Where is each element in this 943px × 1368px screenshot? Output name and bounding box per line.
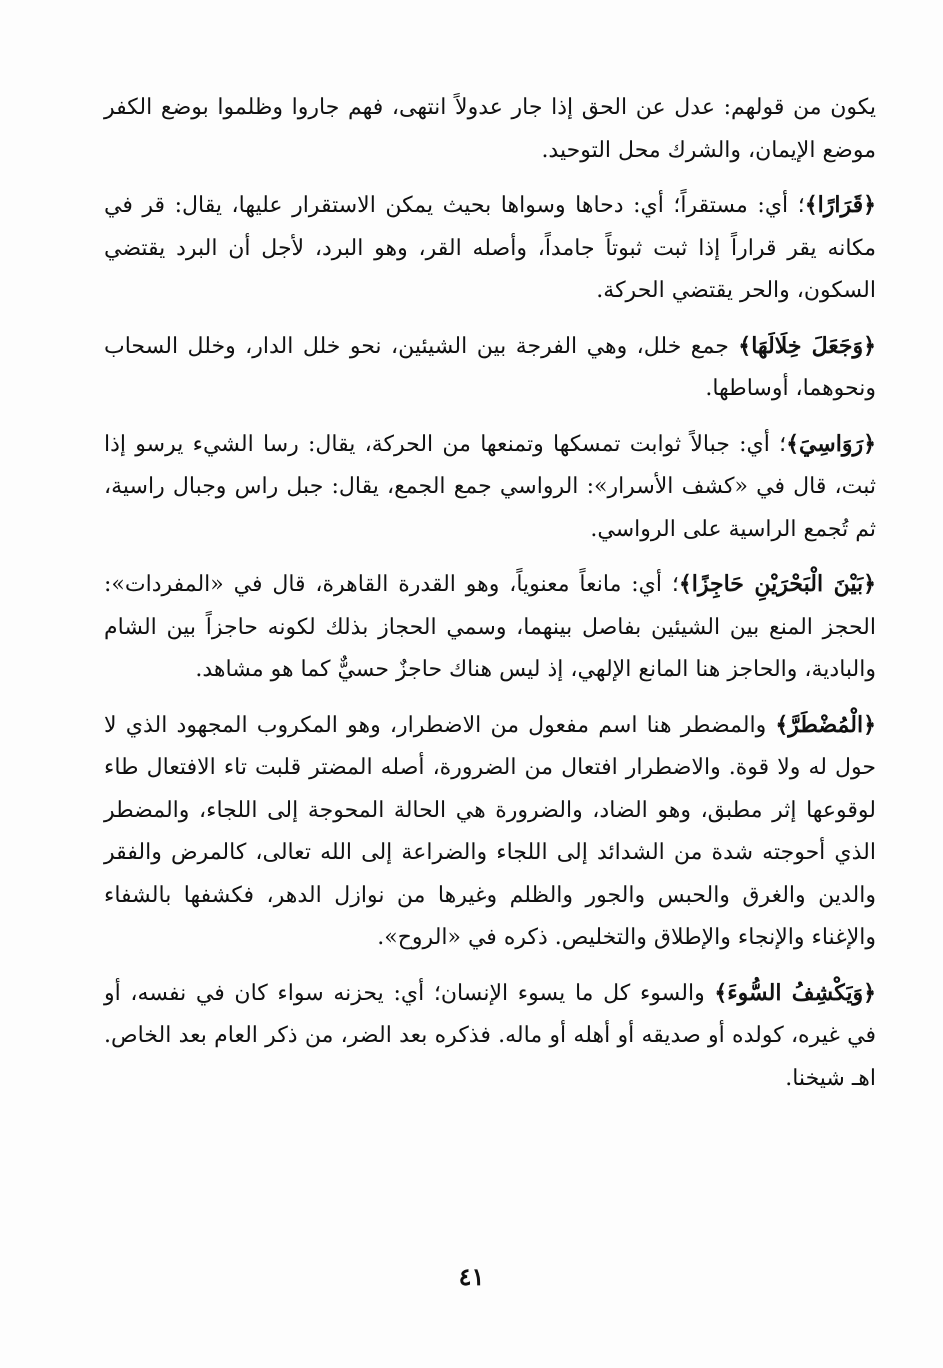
page-number: ٤١	[458, 1262, 485, 1291]
paragraph-text: ؛ أي: مستقراً؛ أي: دحاها وسواها بحيث يمكن الاستقرار عليها، يقال: قر في مكانه يقر قراراً إذا ثبت ثبوتاً جامداً، وأصله القر، وهو البرد، لأجل أن البرد يقتضي السكون، والحر يقتضي الحركة.	[104, 193, 876, 303]
quran-phrase: ﴿الْمُضْطَرَّ﴾	[775, 711, 876, 738]
paragraph-4	[104, 423, 876, 552]
paragraph-1	[104, 86, 876, 172]
paragraph-2	[104, 184, 876, 313]
paragraph-text: يكون من قولهم: عدل عن الحق إذا جار عدولاً انتهى، فهم جاروا وظلموا بوضع الكفر موضع الإيمان، والشرك محل التوحيد.	[104, 95, 876, 163]
page-body-text	[104, 86, 876, 1112]
quran-phrase: ﴿وَيَكْشِفُ السُّوءَ﴾	[714, 979, 876, 1006]
paragraph-5	[104, 563, 876, 692]
quran-phrase: ﴿رَوَاسِيَ﴾	[786, 430, 876, 457]
paragraph-3	[104, 325, 876, 411]
paragraph-text: ؛ أي: مانعاً معنوياً، وهو القدرة القاهرة، قال في «المفردات»: الحجز المنع بين الشيئين بفاصل بينهما، وسمي الحجاز بذلك لكونه حاجزاً بين الشام والبادية، والحاجز هنا المانع الإلهي، إذ ليس هناك حاجزٌ حسيٌّ كما هو مشاهد.	[104, 572, 876, 682]
quran-phrase: ﴿قَرَارًا﴾	[804, 192, 876, 218]
paragraph-text: والسوء كل ما يسوء الإنسان؛ أي: يحزنه سواء كان في نفسه، أو في غيره، كولده أو صديقه أو أهله أو ماله. فذكره بعد الضر، من ذكر العام بعد الخاص. اهـ شيخنا.	[104, 980, 876, 1091]
paragraph-text: ؛ أي: جبالاً ثوابت تمسكها وتمنعها من الحركة، يقال: رسا الشيء يرسو إذا ثبت، قال في «كشف الأسرار»: الرواسي جمع الجمع، يقال: جبل راس وجبال راسية، ثم تُجمع الراسية على الرواسي.	[104, 431, 876, 542]
paragraph-text: والمضطر هنا اسم مفعول من الاضطرار، وهو المكروب المجهود الذي لا حول له ولا قوة. والاضطرار افتعال من الضرورة، أصله المضتر قلبت تاء الافتعال طاء لوقوعها إثر مطبق، وهو الضاد، والضرورة هي الحالة المحوجة إلى اللجاء، والمضطر الذي أحوجته شدة من الشدائد إلى اللجاء والضراعة إلى الله تعالى، كالمرض والفقر والدين والغرق والحبس والجور والظلم وغيرها من نوازل الدهر، فكشفها بالشفاء والإغناء والإنجاء والإطلاق والتخليص. ذكره في «الروح».	[104, 712, 877, 950]
paragraph-6	[104, 704, 876, 960]
quran-phrase: ﴿بَيْنَ الْبَحْرَيْنِ حَاجِزًا﴾	[678, 571, 876, 597]
paragraph-7	[104, 972, 876, 1101]
quran-phrase: ﴿وَجَعَلَ خِلَالَهَا﴾	[738, 332, 876, 359]
paragraph-text: جمع خلل، وهي الفرجة بين الشيئين، نحو خلل الدار، وخلل السحاب ونحوهما، أوساطها.	[104, 333, 876, 401]
